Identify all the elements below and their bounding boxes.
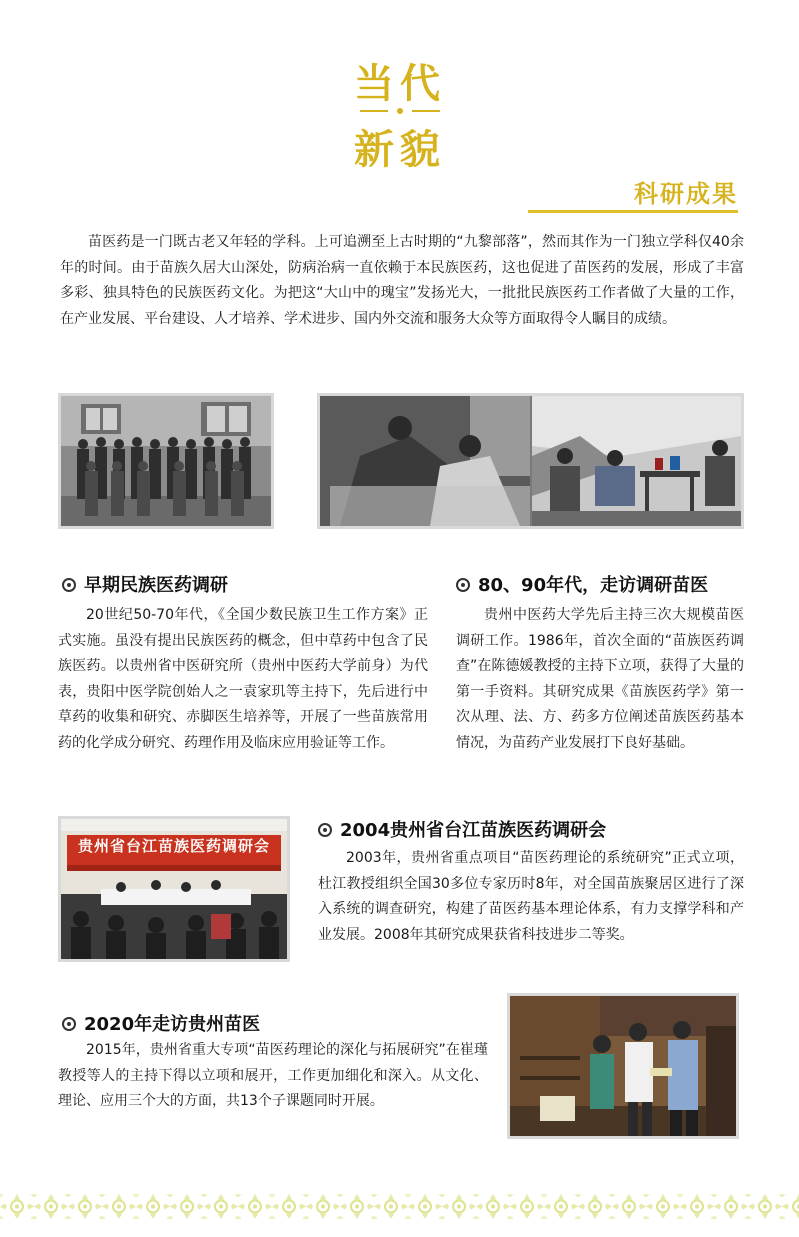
subtitle-80s-90s-visits-label: 80、90年代，走访调研苗医 — [478, 575, 709, 596]
bullet-icon — [62, 578, 76, 592]
bullet-icon — [62, 1017, 76, 1031]
section-heading-rule — [528, 210, 738, 213]
footer-pattern — [0, 1194, 799, 1219]
field-research-photo — [317, 393, 744, 529]
subtitle-2020-visits-label: 2020年走访贵州苗医 — [84, 1014, 261, 1035]
bullet-icon — [456, 578, 470, 592]
title-separator — [360, 105, 440, 117]
meeting-photo — [58, 816, 290, 962]
group-portrait-photo — [58, 393, 274, 529]
subtitle-2004-conference-label: 2004贵州省台江苗族医药调研会 — [340, 820, 607, 841]
paragraph-2020-visits: 2015年，贵州省重大专项“苗医药理论的深化与拓展研究”在崔瑾教授等人的主持下得以立项和展开，工作更加细化和深入。从文化、理论、应用三个大的方面，共13个子课题同时开展。 — [58, 1042, 488, 1109]
meeting-banner-text: 贵州省台江苗族医药调研会 — [77, 837, 270, 855]
title-line-2: 新貌 — [354, 126, 446, 173]
subtitle-early-research-label: 早期民族医药调研 — [84, 575, 228, 596]
subtitle-early-research — [62, 571, 228, 597]
intro-paragraph: 苗医药是一门既古老又年轻的学科。上可追溯至上古时期的“九黎部落”，然而其作为一门独立学科仅40余年的时间。由于苗族久居大山深处，防病治病一直依赖于本民族医药，这也促进了苗医药的发展，形成了丰富多彩、独具特色的民族医药文化。为把这“大山中的瑰宝”发扬光大，一批批民族医药工作者做了大量的工作，在产业发展、平台建设、人才培养、学术进步、国内外交流和服务大众等方面取得令人瞩目的成绩。 — [60, 234, 744, 327]
subtitle-80s-90s-visits — [456, 571, 708, 597]
subtitle-2004-conference — [318, 816, 606, 842]
paragraph-2004-conference: 2003年，贵州省重点项目“苗医药理论的系统研究”正式立项，杜江教授组织全国30多位专家历时8年，对全国苗族聚居区进行了深入系统的调查研究，构建了苗医药基本理论体系，有力支撑学科和产业发展。2008年其研究成果获省科技进步二等奖。 — [318, 850, 744, 943]
title-line-1: 当代 — [354, 60, 446, 107]
paragraph-early-research: 20世纪50-70年代，《全国少数民族卫生工作方案》正式实施。虽没有提出民族医药的概念，但中草药中包含了民族医药。以贵州省中医研究所（贵州中医药大学前身）为代表，贵阳中医学院创始人之一袁家玑等主持下，先后进行中草药的收集和研究、赤脚医生培养等，开展了一些苗族常用药的化学成分研究、药理作用及临床应用验证等工作。 — [58, 607, 428, 751]
subtitle-2020-visits — [62, 1010, 260, 1036]
section-heading: 科研成果 — [634, 179, 738, 208]
paragraph-80s-90s-visits: 贵州中医药大学先后主持三次大规模苗医调研工作。1986年，首次全面的“苗族医药调查”在陈德媛教授的主持下立项，获得了大量的第一手资料。其研究成果《苗族医药学》第一次从理、法、方、药多方位阐述苗族医药基本情况，为苗药产业发展打下良好基础。 — [456, 607, 744, 751]
bullet-icon — [318, 823, 332, 837]
village-visit-photo — [507, 993, 739, 1139]
